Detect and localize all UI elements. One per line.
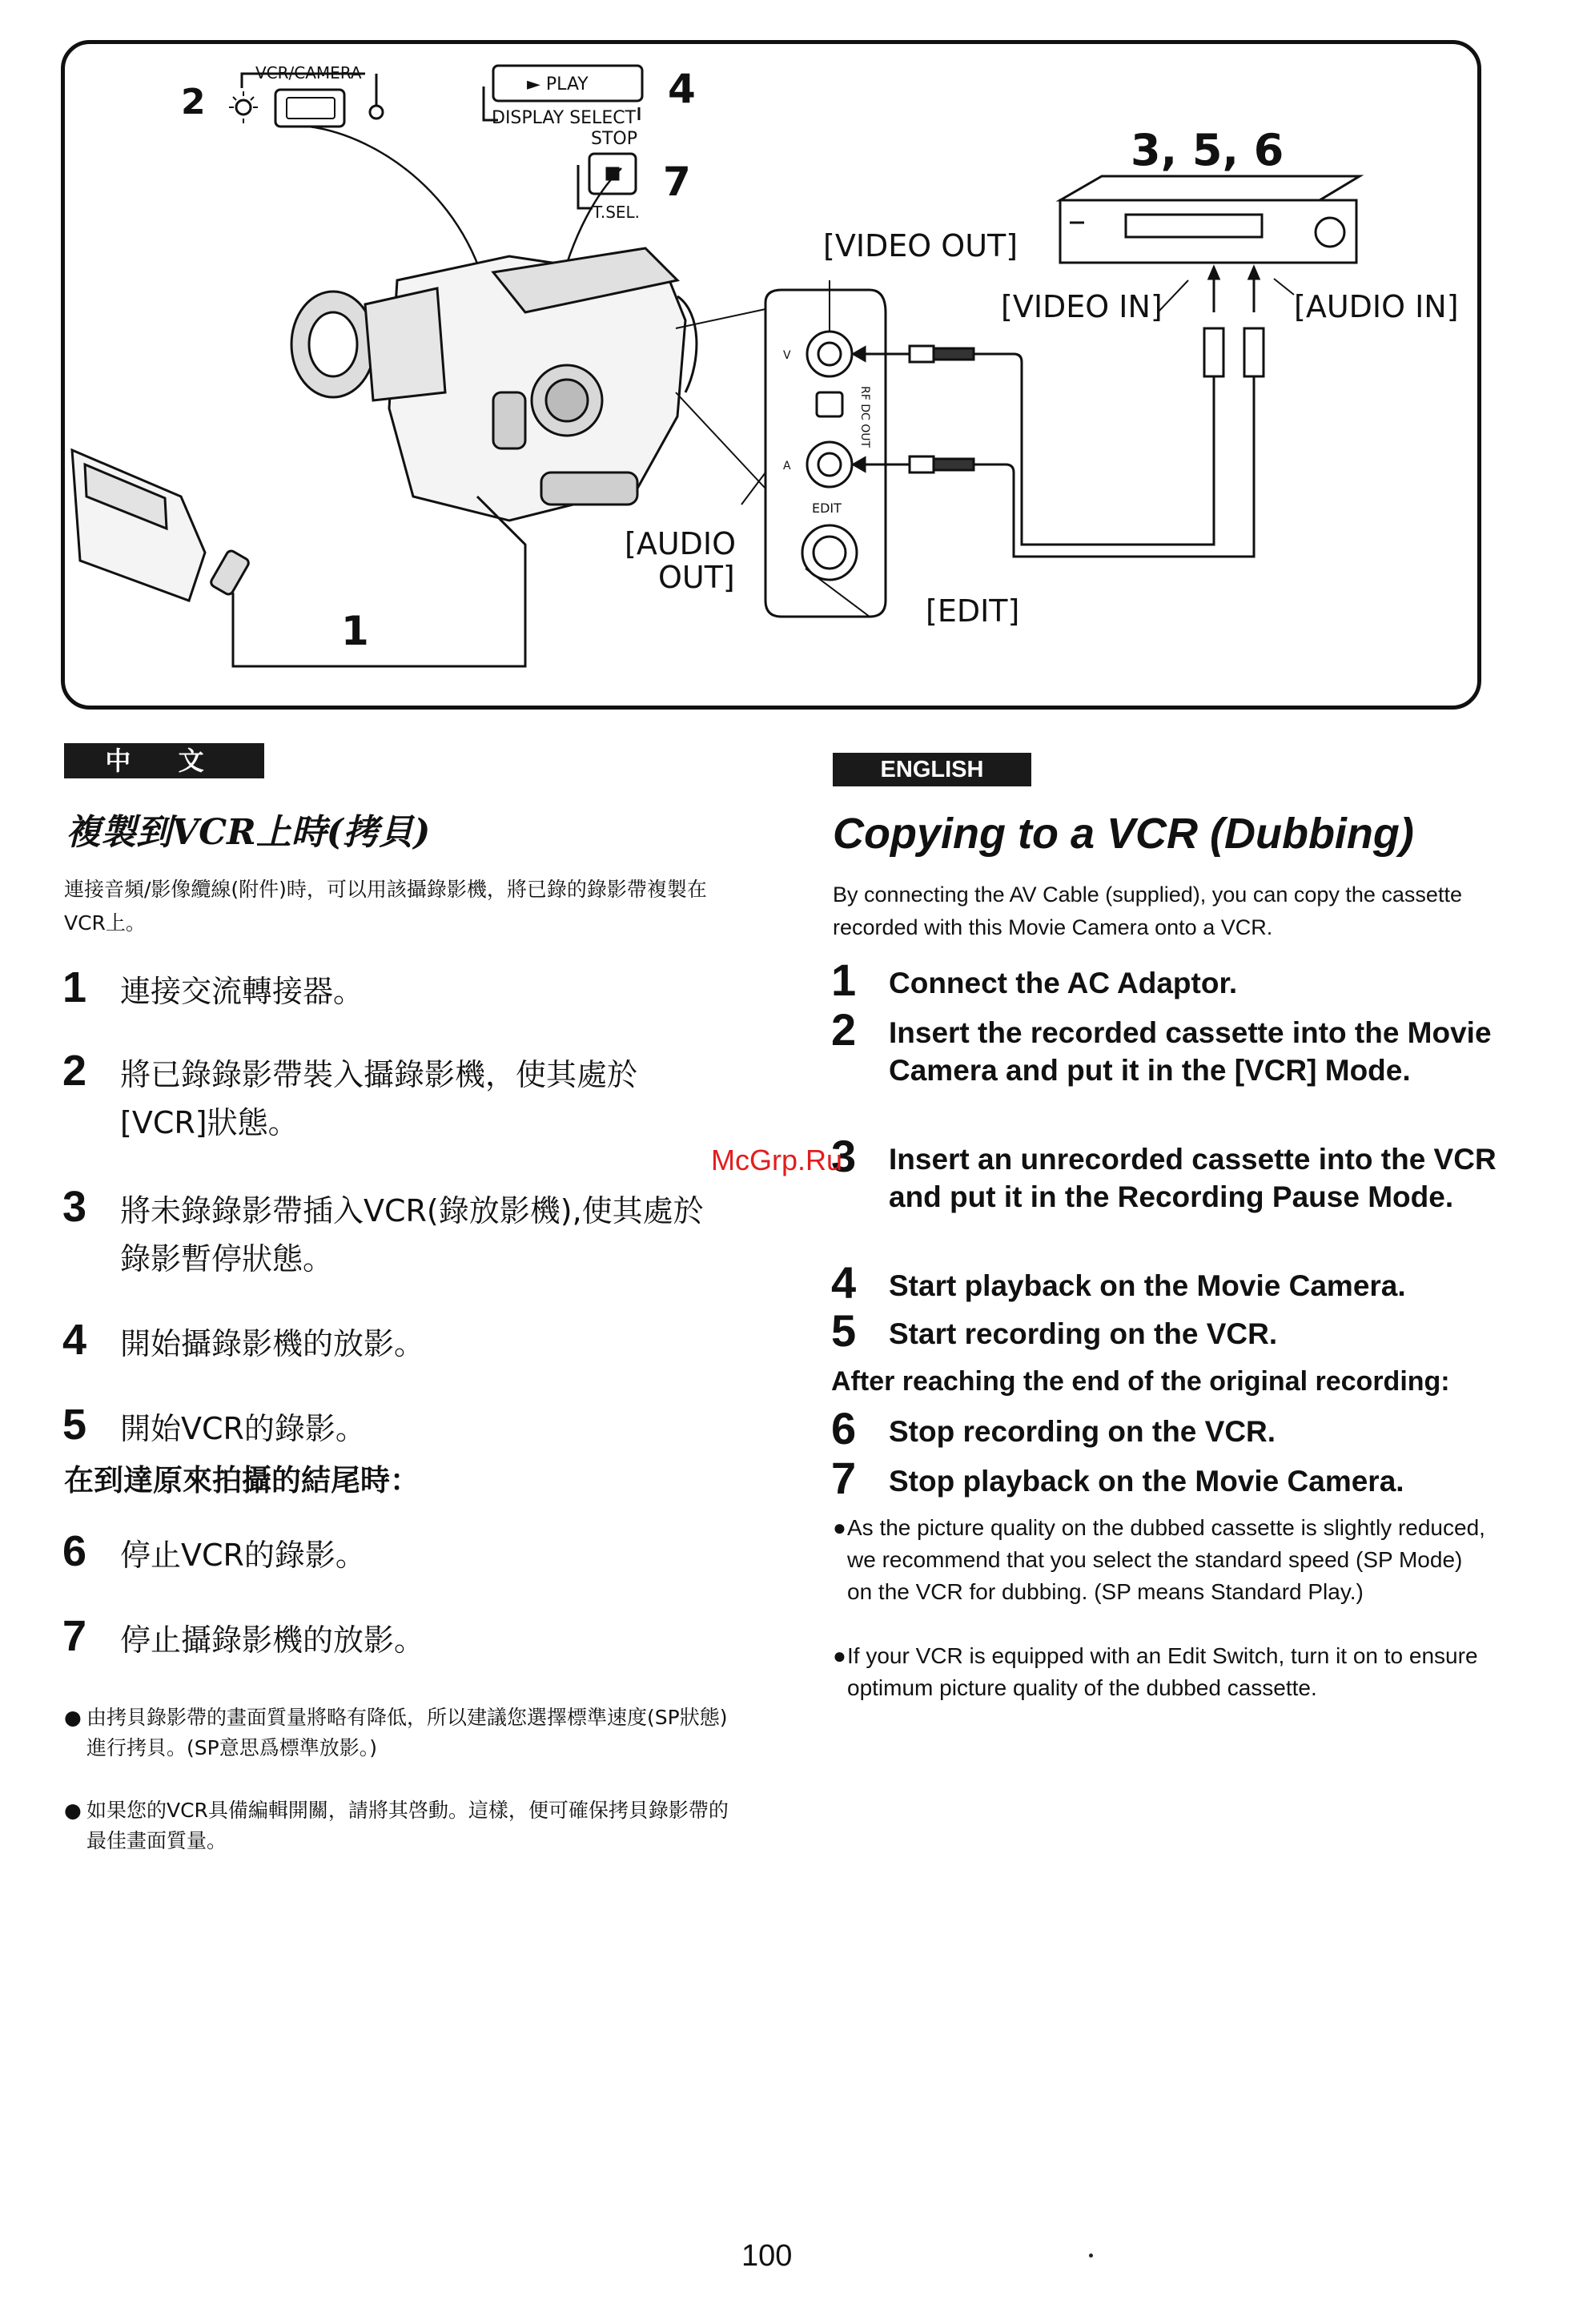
english-note <box>833 1640 1489 1704</box>
page-number: 100 <box>741 2239 793 2273</box>
video-in-label: [VIDEO IN] <box>1001 289 1163 324</box>
rf-dc-out-label: RF DC OUT <box>858 386 871 448</box>
chinese-after-heading: 在到達原來拍攝的結尾時： <box>64 1463 420 1498</box>
step-number: 5 <box>62 1401 87 1449</box>
vcr <box>1060 176 1360 263</box>
step-number: 4 <box>831 1257 857 1308</box>
step-number: 3 <box>831 1131 857 1181</box>
step-number: 7 <box>62 1612 87 1660</box>
step-text: Stop recording on the VCR. <box>889 1415 1276 1448</box>
stop-button <box>578 154 636 208</box>
english-after-heading: After reaching the end of the original recording: <box>831 1366 1450 1397</box>
stop-label: STOP <box>591 129 637 149</box>
step-text: 停止VCR的錄影。 <box>120 1538 366 1573</box>
step-text: 將未錄錄影帶插入VCR(錄放影機),使其處於錄影暫停狀態。 <box>120 1193 704 1277</box>
step-text: Start playback on the Movie Camera. <box>889 1269 1406 1302</box>
step-text: 連接交流轉接器。 <box>120 974 364 1009</box>
step-number: 1 <box>831 955 857 1005</box>
callout-2: 2 <box>181 82 206 123</box>
step-number: 2 <box>831 1004 857 1055</box>
english-section-badge: ENGLISH <box>833 753 1031 786</box>
english-note <box>833 1512 1489 1608</box>
callout-7: 7 <box>663 159 691 205</box>
step-text: 停止攝錄影機的放影。 <box>120 1622 425 1658</box>
english-title: Copying to a VCR (Dubbing) <box>833 810 1414 858</box>
step-text: Insert the recorded cassette into the Movie Camera and put it in the [VCR] Mode. <box>889 1016 1492 1087</box>
callout-4: 4 <box>668 66 696 112</box>
audio-out-label-2: OUT] <box>658 560 735 595</box>
audio-out-label-1: [AUDIO <box>625 526 737 561</box>
step-text: 開始攝錄影機的放影。 <box>120 1326 425 1361</box>
bullet-icon: ● <box>833 1643 846 1668</box>
step-number: 1 <box>62 963 87 1011</box>
step-number: 3 <box>62 1183 87 1231</box>
callout-356: 3, 5, 6 <box>1131 125 1284 175</box>
play-label: ► PLAY <box>527 74 589 94</box>
step-text: 將已錄錄影帶裝入攝錄影機，使其處於[VCR]狀態。 <box>120 1057 638 1140</box>
edit-label: [EDIT] <box>926 593 1020 629</box>
bullet-icon: ● <box>64 1706 82 1729</box>
chinese-intro: 連接音頻/影像纜線(附件)時，可以用該攝錄影機，將已錄的錄影帶複製在VCR上。 <box>64 878 707 935</box>
audio-in-label: [AUDIO IN] <box>1294 289 1459 324</box>
display-select-label: DISPLAY SELECT <box>492 108 637 128</box>
step-number: 2 <box>62 1047 87 1095</box>
bullet-icon: ● <box>64 1799 82 1822</box>
note-text: 由拷貝錄影帶的畫面質量將略有降低，所以建議您選擇標準速度(SP狀態)進行拷貝。(SP意思爲標準放影。) <box>86 1706 728 1759</box>
chinese-note <box>64 1703 729 1763</box>
step-number: 6 <box>62 1527 87 1575</box>
jack-panel <box>765 290 886 617</box>
edit-jack-label: EDIT <box>812 501 842 516</box>
video-out-label: [VIDEO OUT] <box>823 228 1018 263</box>
step-number: 7 <box>831 1453 857 1503</box>
callout-1: 1 <box>341 608 369 654</box>
step-number: 6 <box>831 1403 857 1454</box>
chinese-title: 複製到VCR上時(拷貝) <box>66 812 431 853</box>
step-text: Connect the AC Adaptor. <box>889 967 1238 999</box>
t-sel-label: T.SEL. <box>593 203 641 222</box>
step-number: 4 <box>62 1316 87 1364</box>
av-cable <box>854 328 1264 557</box>
step-text: Start recording on the VCR. <box>889 1317 1278 1350</box>
vcr-camera-label: VCR/CAMERA <box>255 63 362 82</box>
chinese-section-badge: 中 文 <box>64 743 264 778</box>
english-intro: By connecting the AV Cable (supplied), you can copy the cassette recorded with this Movie Camera onto a VCR. <box>833 883 1462 939</box>
chinese-note <box>64 1795 729 1856</box>
note-text: 如果您的VCR具備編輯開關，請將其啓動。這樣，便可確保拷貝錄影帶的最佳畫面質量。 <box>86 1799 729 1852</box>
step-text: Insert an unrecorded cassette into the VCR and put it in the Recording Pause Mode. <box>889 1143 1497 1213</box>
note-text: As the picture quality on the dubbed cassette is slightly reduced, we recommend that you select the standard speed (SP Mode) on the VCR for dubbing. (SP means Standard Play.) <box>847 1515 1485 1604</box>
step-text: Stop playback on the Movie Camera. <box>889 1465 1404 1498</box>
step-text: 開始VCR的錄影。 <box>120 1411 366 1446</box>
step-number: 5 <box>831 1305 857 1356</box>
watermark: McGrp.Ru <box>711 1144 843 1176</box>
connection-diagram <box>61 40 1481 710</box>
bullet-icon: ● <box>833 1515 846 1540</box>
note-text: If your VCR is equipped with an Edit Switch, turn it on to ensure optimum picture quality of the dubbed cassette. <box>847 1643 1478 1700</box>
ac-adaptor <box>72 450 250 601</box>
jack-v-label: V <box>783 349 791 362</box>
camcorder <box>291 248 697 521</box>
jack-a-label: A <box>783 460 791 472</box>
stray-mark <box>1089 2254 1093 2258</box>
